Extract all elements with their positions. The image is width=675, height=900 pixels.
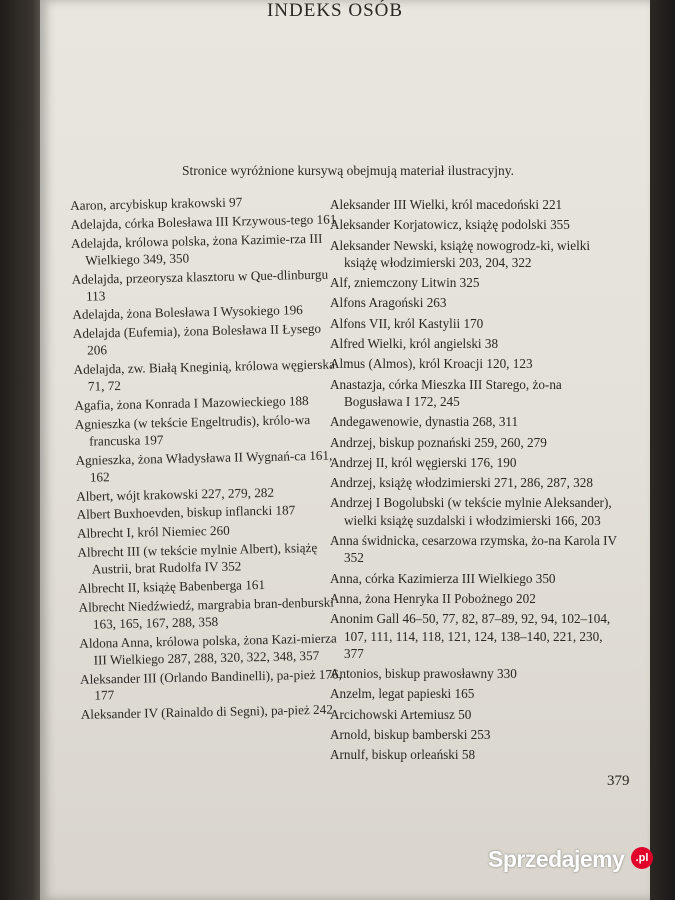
index-entry: Arnold, biskup bamberski 253 bbox=[330, 727, 491, 743]
index-entry: Adelajda, żona Bolesława I Wysokiego 196 bbox=[72, 302, 303, 323]
page-title: INDEKS OSÓB bbox=[266, 0, 404, 21]
index-entry: Aldona Anna, królowa polska, żona Kazi-mierza III Wielkiego 287, 288, 320, 322, 348, 357 bbox=[79, 630, 337, 668]
index-entry: Albrecht II, książę Babenberga 161 bbox=[78, 577, 266, 596]
index-entry: Agnieszka, żona Władysława II Wygnań-ca 161, 162 bbox=[75, 447, 333, 485]
index-note: Stronice wyróżnione kursywą obejmują materiał ilustracyjny. bbox=[181, 163, 515, 178]
index-entry: Adelajda (Eufemia), żona Bolesława II Łysego 206 bbox=[72, 321, 322, 358]
index-entry: Aleksander Korjatowicz, książę podolski 355 bbox=[330, 217, 570, 233]
index-entry: Almus (Almos), król Kroacji 120, 123 bbox=[330, 356, 533, 372]
book-right-edge bbox=[649, 0, 675, 900]
index-entry: Anna, córka Kazimierza III Wielkiego 350 bbox=[330, 570, 556, 586]
index-entry: Alfons Aragoński 263 bbox=[330, 295, 447, 311]
index-entry: Alfred Wielki, król angielski 38 bbox=[330, 336, 499, 352]
index-entry: Albert, wójt krakowski 227, 279, 282 bbox=[76, 484, 275, 504]
index-entry: Anna, żona Henryka II Pobożnego 202 bbox=[330, 590, 536, 606]
index-entry: Anzelm, legat papieski 165 bbox=[330, 686, 475, 702]
index-entry: Aleksander IV (Rainaldo di Segni), pa-pież 242 bbox=[80, 701, 334, 723]
index-entry: Adelajda, przeorysza klasztoru w Que-dlinburgu 113 bbox=[71, 266, 329, 304]
index-column-right bbox=[330, 196, 620, 767]
index-entry: Arcichowski Artemiusz 50 bbox=[330, 706, 472, 722]
index-entry: Agnieszka (w tekście Engeltrudis), królo-wa francuska 197 bbox=[74, 411, 311, 449]
index-entry: Aleksander III (Orlando Bandinelli), pa-pież 176, 177 bbox=[79, 665, 343, 704]
index-entry: Aleksander Newski, książę nowogrodz-ki, wielki książę włodzimierski 203, 204, 322 bbox=[330, 237, 591, 270]
book-page bbox=[40, 0, 650, 900]
index-entry: Andegawenowie, dynastia 268, 311 bbox=[330, 414, 519, 430]
index-column-left bbox=[70, 192, 351, 726]
index-entry: Andrzej, biskup poznański 259, 260, 279 bbox=[330, 434, 547, 450]
index-entry: Aleksander III Wielki, król macedoński 221 bbox=[330, 197, 563, 212]
index-entry: Andrzej, książę włodzimierski 271, 286, 287, 328 bbox=[330, 475, 593, 491]
index-entry: Adelajda, córka Bolesława III Krzywous-tego 161 bbox=[70, 211, 337, 232]
index-entry: Arnulf, biskup orleański 58 bbox=[330, 747, 476, 763]
index-entry: Anna świdnicka, cesarzowa rzymska, żo-na Karola IV 352 bbox=[330, 533, 617, 566]
index-entry: Aaron, arcybiskup krakowski 97 bbox=[70, 194, 243, 213]
index-entry: Agafia, żona Konrada I Mazowieckiego 188 bbox=[74, 393, 309, 413]
index-entry: Adelajda, królowa polska, żona Kazimie-rza III Wielkiego 349, 350 bbox=[70, 230, 323, 268]
index-entry: Adelajda, zw. Białą Kneginią, królowa węgierska 71, 72 bbox=[73, 356, 336, 394]
index-entry: Albert Buxhoevden, biskup inflancki 187 bbox=[76, 502, 296, 523]
watermark-badge-icon: .pl bbox=[631, 847, 653, 869]
index-entry: Albrecht Niedźwiedź, margrabia bran-denburski 163, 165, 167, 288, 358 bbox=[78, 594, 335, 632]
index-entry: Anastazja, córka Mieszka III Starego, żo-na Bogusława I 172, 245 bbox=[330, 376, 562, 409]
index-entry: Andrzej II, król węgierski 176, 190 bbox=[330, 454, 517, 470]
page-number: 379 bbox=[607, 773, 630, 789]
index-entry: Andrzej I Bogolubski (w tekście mylnie Aleksander), wielki książę suzdalski i włodzimierski 166, 203 bbox=[330, 495, 612, 528]
index-entry: Alfons VII, król Kastylii 170 bbox=[330, 315, 484, 331]
index-entry: Anonim Gall 46–50, 77, 82, 87–89, 92, 94, 102–104, 107, 111, 114, 118, 121, 124, 138–140, 221, 230, 377 bbox=[330, 611, 611, 661]
watermark-text: Sprzedajemy bbox=[488, 846, 625, 872]
index-entry: Albrecht I, król Niemiec 260 bbox=[76, 523, 230, 542]
index-entry: Albrecht III (w tekście mylnie Albert), książę Austrii, brat Rudolfa IV 352 bbox=[77, 540, 318, 577]
index-entry: Antonios, biskup prawosławny 330 bbox=[330, 666, 517, 682]
watermark-logo bbox=[488, 846, 663, 882]
index-entry: Alf, zniemczony Litwin 325 bbox=[330, 275, 480, 291]
